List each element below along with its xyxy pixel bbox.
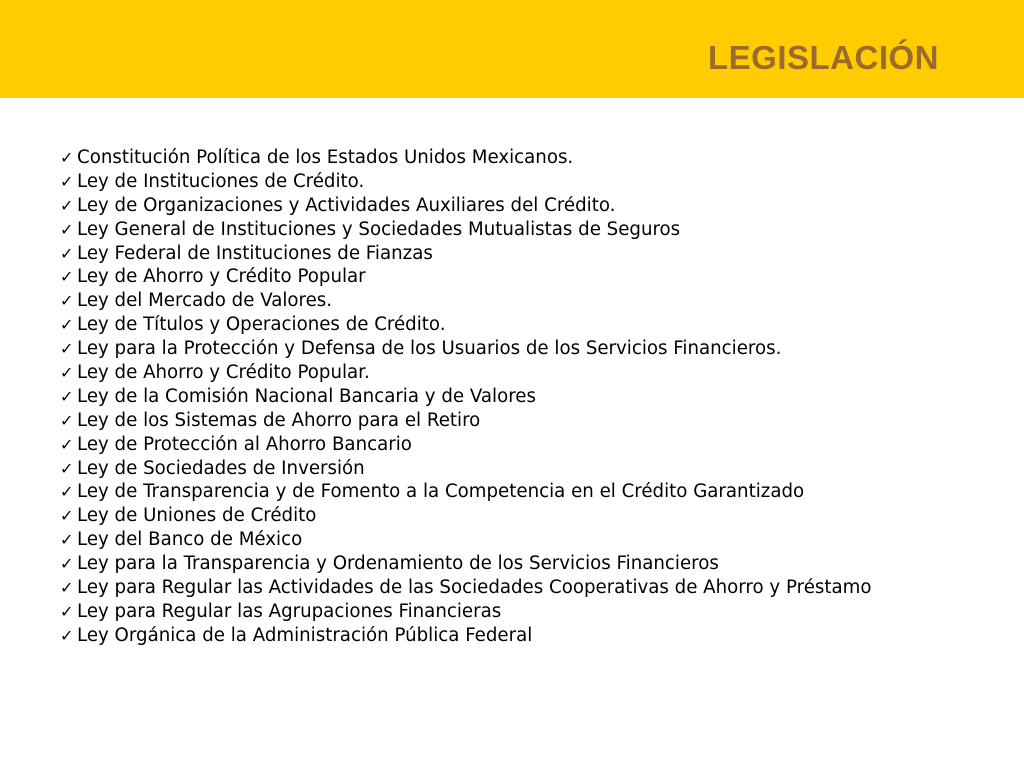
law-item [60, 409, 871, 433]
law-item-label: Ley Orgánica de la Administración Pública Federal [77, 624, 533, 646]
law-item [60, 433, 871, 457]
law-item-label: Ley de Uniones de Crédito [77, 505, 317, 527]
law-item [60, 337, 871, 361]
law-item-label: Ley para la Protección y Defensa de los Usuarios de los Servicios Financieros. [77, 338, 782, 360]
checkmark-icon: ✓ [60, 315, 74, 335]
law-item-label: Ley para Regular las Actividades de las Sociedades Cooperativas de Ahorro y Préstamo [77, 577, 872, 599]
law-item-label: Ley de Títulos y Operaciones de Crédito. [77, 314, 446, 336]
checkmark-icon: ✓ [60, 148, 74, 167]
law-item-label: Ley del Banco de México [77, 529, 303, 551]
law-item-label: Ley de Transparencia y de Fomento a la Competencia en el Crédito Garantizado [77, 481, 805, 503]
checkmark-icon: ✓ [60, 554, 74, 574]
checkmark-icon: ✓ [60, 601, 74, 621]
checkmark-icon: ✓ [60, 434, 74, 454]
law-item [60, 361, 871, 385]
law-item-label: Ley de Ahorro y Crédito Popular [77, 266, 366, 288]
law-item [60, 528, 871, 552]
law-list [60, 146, 871, 648]
law-item-label: Ley de Sociedades de Inversión [77, 457, 365, 479]
checkmark-icon: ✓ [60, 458, 74, 478]
law-item-label: Ley General de Instituciones y Sociedades Mutualistas de Seguros [77, 218, 681, 240]
checkmark-icon: ✓ [60, 291, 74, 311]
law-item [60, 313, 871, 337]
law-item [60, 265, 871, 289]
law-item-label: Ley Federal de Instituciones de Fianzas [77, 242, 433, 264]
checkmark-icon: ✓ [60, 171, 74, 191]
checkmark-icon: ✓ [60, 243, 74, 263]
checkmark-icon: ✓ [60, 386, 74, 406]
law-item [60, 289, 871, 313]
law-item-label: Ley de Protección al Ahorro Bancario [77, 433, 412, 455]
law-item-label: Ley de Organizaciones y Actividades Auxiliares del Crédito. [77, 194, 616, 216]
law-item [60, 552, 871, 576]
law-item [60, 576, 871, 600]
checkmark-icon: ✓ [60, 530, 74, 550]
law-item-label: Ley del Mercado de Valores. [77, 290, 333, 312]
checkmark-icon: ✓ [60, 578, 74, 598]
law-item [60, 218, 871, 242]
law-item [60, 194, 871, 218]
law-item-label: Ley de Ahorro y Crédito Popular. [77, 362, 370, 384]
law-item-label: Ley de los Sistemas de Ahorro para el Retiro [77, 409, 481, 431]
law-item-label: Ley para Regular las Agrupaciones Financieras [77, 600, 502, 622]
checkmark-icon: ✓ [60, 625, 74, 645]
checkmark-icon: ✓ [60, 339, 74, 359]
checkmark-icon: ✓ [60, 363, 74, 383]
law-item [60, 480, 871, 504]
checkmark-icon: ✓ [60, 482, 74, 502]
checkmark-icon: ✓ [60, 267, 74, 287]
law-item [60, 504, 871, 528]
slide-title: LEGISLACIÓN [707, 39, 939, 76]
checkmark-icon: ✓ [60, 219, 74, 239]
law-item [60, 146, 871, 170]
checkmark-icon: ✓ [60, 410, 74, 430]
law-item [60, 600, 871, 624]
law-item-label: Ley de la Comisión Nacional Bancaria y de Valores [77, 385, 536, 407]
law-item [60, 242, 871, 266]
checkmark-icon: ✓ [60, 506, 74, 526]
law-item [60, 624, 871, 648]
law-item-label: Ley para la Transparencia y Ordenamiento de los Servicios Financieros [77, 553, 719, 575]
law-item [60, 385, 871, 409]
law-item-label: Ley de Instituciones de Crédito. [77, 170, 365, 192]
law-item-label: Constitución Política de los Estados Unidos Mexicanos. [77, 147, 574, 168]
law-item [60, 170, 871, 194]
checkmark-icon: ✓ [60, 195, 74, 215]
law-item [60, 457, 871, 481]
